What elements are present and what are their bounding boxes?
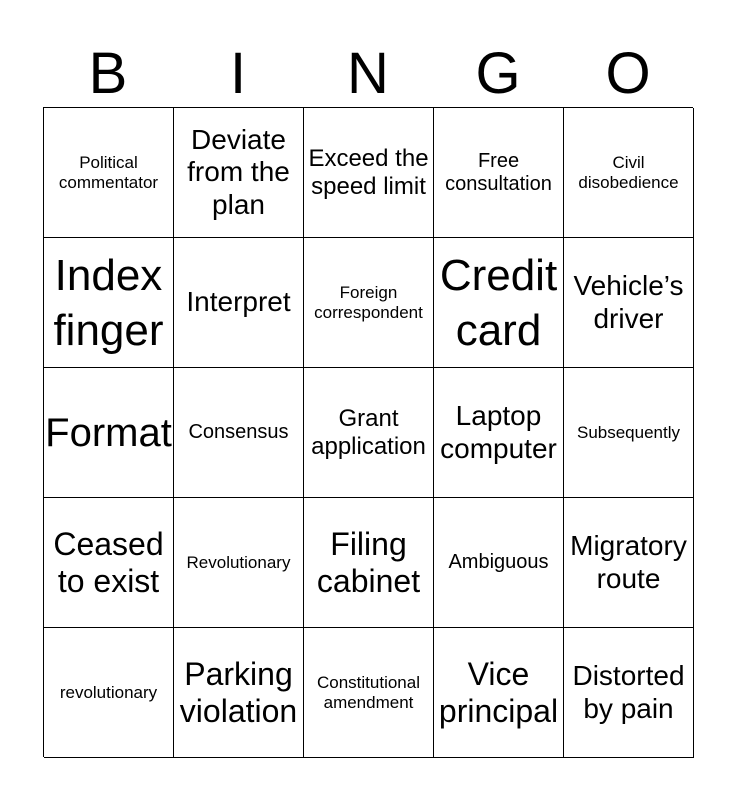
header-letter-b: B [88, 41, 128, 106]
bingo-cell-r4-c2[interactable]: Revolutionary [174, 498, 304, 628]
bingo-cell-r5-c5[interactable]: Distorted by pain [564, 628, 694, 758]
bingo-cell-r2-c1[interactable]: Index finger [44, 238, 174, 368]
bingo-cell-r2-c5[interactable]: Vehicle’s driver [564, 238, 694, 368]
bingo-cell-r3-c3[interactable]: Grant application [304, 368, 434, 498]
bingo-cell-r1-c5[interactable]: Civil disobedience [564, 108, 694, 238]
header-letter-g: G [475, 41, 521, 106]
bingo-board [43, 107, 693, 757]
bingo-cell-r4-c5[interactable]: Migratory route [564, 498, 694, 628]
bingo-cell-r5-c2[interactable]: Parking violation [174, 628, 304, 758]
bingo-cell-r3-c5[interactable]: Subsequently [564, 368, 694, 498]
bingo-cell-r1-c3[interactable]: Exceed the speed limit [304, 108, 434, 238]
header-letter-o: O [605, 41, 651, 106]
bingo-cell-r4-c4[interactable]: Ambiguous [434, 498, 564, 628]
bingo-cell-r4-c1[interactable]: Ceased to exist [44, 498, 174, 628]
bingo-cell-r2-c4[interactable]: Credit card [434, 238, 564, 368]
bingo-cell-r2-c2[interactable]: Interpret [174, 238, 304, 368]
bingo-cell-r5-c4[interactable]: Vice principal [434, 628, 564, 758]
bingo-cell-r2-c3[interactable]: Foreign correspondent [304, 238, 434, 368]
bingo-cell-r3-c1[interactable]: Format [44, 368, 174, 498]
header-letter-i: I [229, 41, 247, 106]
bingo-cell-r3-c4[interactable]: Laptop computer [434, 368, 564, 498]
bingo-cell-r3-c2[interactable]: Consensus [174, 368, 304, 498]
bingo-header [43, 40, 693, 108]
header-letter-n: N [347, 41, 389, 106]
bingo-cell-r1-c1[interactable]: Political commentator [44, 108, 174, 238]
bingo-cell-r1-c2[interactable]: Deviate from the plan [174, 108, 304, 238]
bingo-cell-r1-c4[interactable]: Free consultation [434, 108, 564, 238]
bingo-cell-r4-c3[interactable]: Filing cabinet [304, 498, 434, 628]
bingo-cell-r5-c3[interactable]: Constitutional amendment [304, 628, 434, 758]
bingo-cell-r5-c1[interactable]: revolutionary [44, 628, 174, 758]
